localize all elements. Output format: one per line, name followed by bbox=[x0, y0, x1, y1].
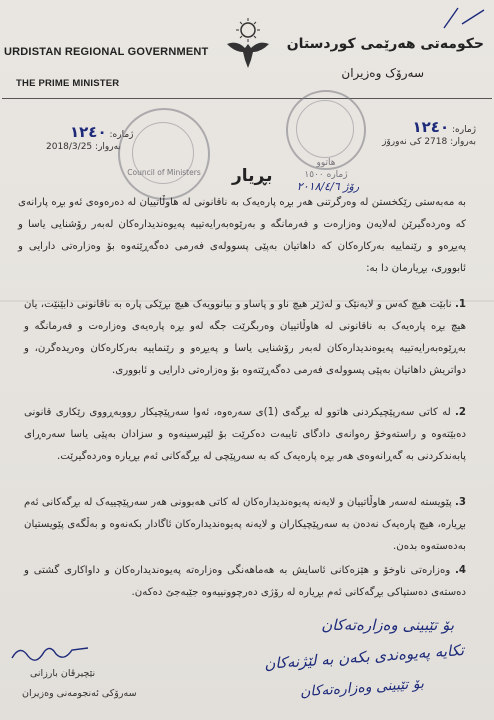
left-number: ژمارە: ١٢٤٠ bbox=[70, 123, 134, 141]
header-divider bbox=[2, 98, 492, 99]
header-ku-title: حکومەتی هەرێمی کوردستان bbox=[286, 36, 484, 52]
signatory-name: نێچیرڤان بارزانی bbox=[30, 668, 96, 679]
receipt-stamp-line2: ژمارە ١٥٠٠ bbox=[304, 170, 348, 180]
list-item: 2. لە کاتی سەرپێچیکردنی هاتوو لە بڕگەی (1)ی سەرەوە، ئەوا سەرپێچیکار رووبەڕووی رێکاری قانونی دەبێتەوە و راستەوخۆ رەوانەی دادگای تایبەت دەکرێت بۆ لێپرسینەوە و سزادان بەپێی یاسا سەرەڕای پابەندکردنی بە گەڕانەوەی هەر بڕە پارەیەک کە بە سەرپێچی لە بڕگەکانی ئەم بڕیارە وەردەگیرێت. bbox=[24, 407, 466, 462]
council-stamp-text: Council of Ministers bbox=[127, 168, 201, 177]
left-date: بەروار: 2018/3/25 bbox=[46, 142, 121, 152]
list-item: 1. نابێت هیچ کەس و لایەنێک و لەژێر هیچ ناو و پاساو و بیانوویەک هیچ بڕێکی پارە بە ناقانونی دابێنێت، یان هیچ بڕە پارەیەک بە ناقانونی لە هاوڵاتییان وەربگرێت جگە لەو بڕە پارەیەی وەزارەت و فەرمانگە و بەڕێوەبەرایەتییە پەیوەندیدارەکان لەبەر رۆشنایی یاسا و پەیڕەو و رێنماییە بەرکارەکان وەریدەگرن، و دواتریش داهاتیان بەپێی پسوولەی فەرمی دەگەڕێتەوە بۆ وەزارەتی دارایی و ئابووری. bbox=[24, 299, 467, 376]
header-en-subtitle: THE PRIME MINISTER bbox=[16, 78, 120, 89]
header-en-title: URDISTAN REGIONAL GOVERNMENT bbox=[4, 46, 209, 58]
signatory-title: سەرۆکی ئەنجومەنی وەزیران bbox=[22, 688, 137, 699]
council-stamp bbox=[118, 108, 210, 200]
list-item: 3. پێویستە لەسەر هاوڵاتییان و لایەنە پەیوەندیدارەکان لە کاتی هەبوونی هەر سەرپێچییەک لە بڕگەکانی ئەم بڕیارە، هیچ پارەیەک نەدەن بە سەرپێچیکاران و لایەنە پەیوەندیدارەکان ئاگادار بکەنەوە و بەڵگەی پێویستیان بەدەستەوە بدەن. bbox=[24, 497, 466, 552]
pen-mark bbox=[440, 4, 490, 32]
list-item: 4. وەزارەتی ناوخۆ و هێزەکانی ئاسایش بە هەماهەنگی وەزارەتە پەیوەندیدارەکان و داواکاری گشتی و دەستەی دەستپاکی بڕگەکانی ئەم بڕیارە لە رۆژی دەرچوونییەوە جێبەجێ دەکەن. bbox=[24, 565, 466, 598]
receipt-stamp-line1: هاتوو bbox=[316, 158, 336, 168]
handwritten-note-1: بۆ تێبینی وەزارەتەکان bbox=[321, 616, 454, 634]
signature-icon bbox=[10, 640, 90, 666]
handwritten-note-2: تکایە پەیوەندی بکەن بە لێژنەکان bbox=[263, 641, 465, 673]
receipt-stamp-line3: رۆژ ٢٠١٨/٤/٦ bbox=[296, 180, 360, 193]
right-date: بەروار: 2718 کی نەورۆز bbox=[382, 137, 476, 147]
kurdistan-emblem-icon bbox=[225, 14, 271, 72]
handwritten-note-3: بۆ تێبینی وەزارەتەکان bbox=[299, 675, 425, 701]
preamble-paragraph: بە مەبەستی رێکخستن لە وەرگرتنی هەر بڕە پارەیەک بە ناقانونی لە هاوڵاتییان لە دەرەوەی ئەو بڕە پارانەی کە وەردەگیرێن لەلایەن وەزارەت و فەرمانگە و بەرێوەبەرایەتییە پەیوەندیدارەکان لەبەر رۆشنایی یاسا و پەیڕەو و رێنماییە بەرکارەکان کە داهاتیان بەپێی پسوولەی فەرمی دەگەڕێتەوە بۆ وەزارەتی دارایی و ئابووری، بڕیارمان دا بە: bbox=[18, 197, 466, 274]
right-number: ژمارە: ١٢٤٠ bbox=[412, 118, 476, 136]
header-ku-subtitle: سەرۆک وەزیران bbox=[341, 66, 424, 80]
decree-title: بڕیار bbox=[232, 166, 273, 186]
